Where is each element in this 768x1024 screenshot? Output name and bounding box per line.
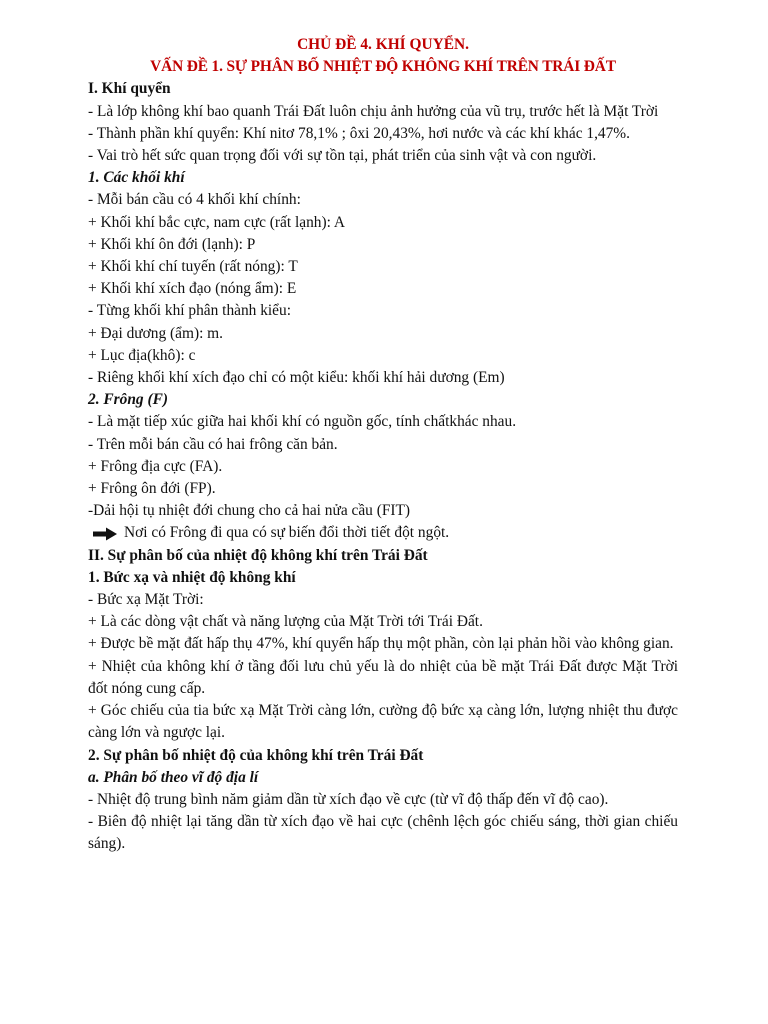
arrow-right-icon [92, 527, 118, 541]
subsection-heading-su-phan-bo: 2. Sự phân bố nhiệt độ của không khí trên Trái Đất [88, 746, 424, 764]
paragraph: + Nhiệt của không khí ở tầng đối lưu chủ yếu là do nhiệt của bề mặt Trái Đất được Mặt Trời đốt nóng cung cấp. [88, 657, 678, 697]
paragraph: + Góc chiếu của tia bức xạ Mặt Trời càng lớn, cường độ bức xạ càng lớn, lượng nhiệt thu được càng lớn và ngược lại. [88, 702, 678, 742]
list-item: - Riêng khối khí xích đạo chỉ có một kiểu: khối khí hải dương (Em) [88, 369, 505, 387]
list-item: + Lục địa(khô): c [88, 346, 196, 364]
document-subtitle: VẤN ĐỀ 1. SỰ PHÂN BỐ NHIỆT ĐỘ KHÔNG KHÍ TRÊN TRÁI ĐẤT [150, 58, 616, 76]
list-item: -Dải hội tụ nhiệt đới chung cho cả hai nửa cầu (FIT) [88, 502, 411, 520]
list-item: + Frông địa cực (FA). [88, 457, 223, 475]
list-item: + Đại dương (ẩm): m. [88, 324, 224, 342]
list-item: - Từng khối khí phân thành kiểu: [88, 302, 291, 320]
paragraph: - Nhiệt độ trung bình năm giảm dần từ xích đạo về cực (từ vĩ độ thấp đến vĩ độ cao). [88, 790, 609, 808]
list-item: - Mỗi bán cầu có 4 khối khí chính: [88, 191, 301, 209]
paragraph: - Là lớp không khí bao quanh Trái Đất luôn chịu ảnh hưởng của vũ trụ, trước hết là Mặt Trời [88, 102, 659, 120]
document-page [88, 34, 678, 856]
list-item: + Khối khí chí tuyến (rất nóng): T [88, 258, 298, 276]
list-item: + Khối khí bắc cực, nam cực (rất lạnh): A [88, 213, 345, 231]
paragraph: - Bức xạ Mặt Trời: [88, 591, 204, 609]
paragraph: - Vai trò hết sức quan trọng đối với sự tồn tại, phát triển của sinh vật và con người. [88, 147, 597, 165]
section-heading-phan-bo-nhiet-do: II. Sự phân bố của nhiệt độ không khí trên Trái Đất [88, 546, 428, 564]
paragraph: + Là các dòng vật chất và năng lượng của Mặt Trời tới Trái Đất. [88, 613, 483, 631]
list-item: - Trên mỗi bán cầu có hai frông căn bản. [88, 435, 338, 453]
subsection-heading-buc-xa: 1. Bức xạ và nhiệt độ không khí [88, 568, 296, 586]
paragraph: - Thành phần khí quyển: Khí nitơ 78,1% ; ôxi 20,43%, hơi nước và các khí khác 1,47%. [88, 124, 630, 142]
paragraph: + Được bề mặt đất hấp thụ 47%, khí quyển hấp thụ một phần, còn lại phản hồi vào không gian. [88, 635, 674, 653]
conclusion-text: Nơi có Frông đi qua có sự biến đổi thời tiết đột ngột. [124, 524, 450, 542]
subsection-heading-khoi-khi: 1. Các khối khí [88, 169, 185, 187]
list-item: + Khối khí xích đạo (nóng ẩm): E [88, 280, 297, 298]
section-heading-khi-quyen: I. Khí quyển [88, 80, 171, 98]
list-item: + Khối khí ôn đới (lạnh): P [88, 235, 256, 253]
conclusion-row [88, 522, 678, 544]
subsection-heading-frong: 2. Frông (F) [88, 391, 168, 409]
subsubsection-heading-vi-do: a. Phân bố theo vĩ độ địa lí [88, 768, 259, 786]
list-item: + Frông ôn đới (FP). [88, 480, 216, 498]
paragraph: - Biên độ nhiệt lại tăng dần từ xích đạo về hai cực (chênh lệch góc chiếu sáng, thời gian chiếu sáng). [88, 813, 678, 853]
document-title: CHỦ ĐỀ 4. KHÍ QUYỂN. [297, 36, 469, 53]
list-item: - Là mặt tiếp xúc giữa hai khối khí có nguồn gốc, tính chấtkhác nhau. [88, 413, 517, 431]
